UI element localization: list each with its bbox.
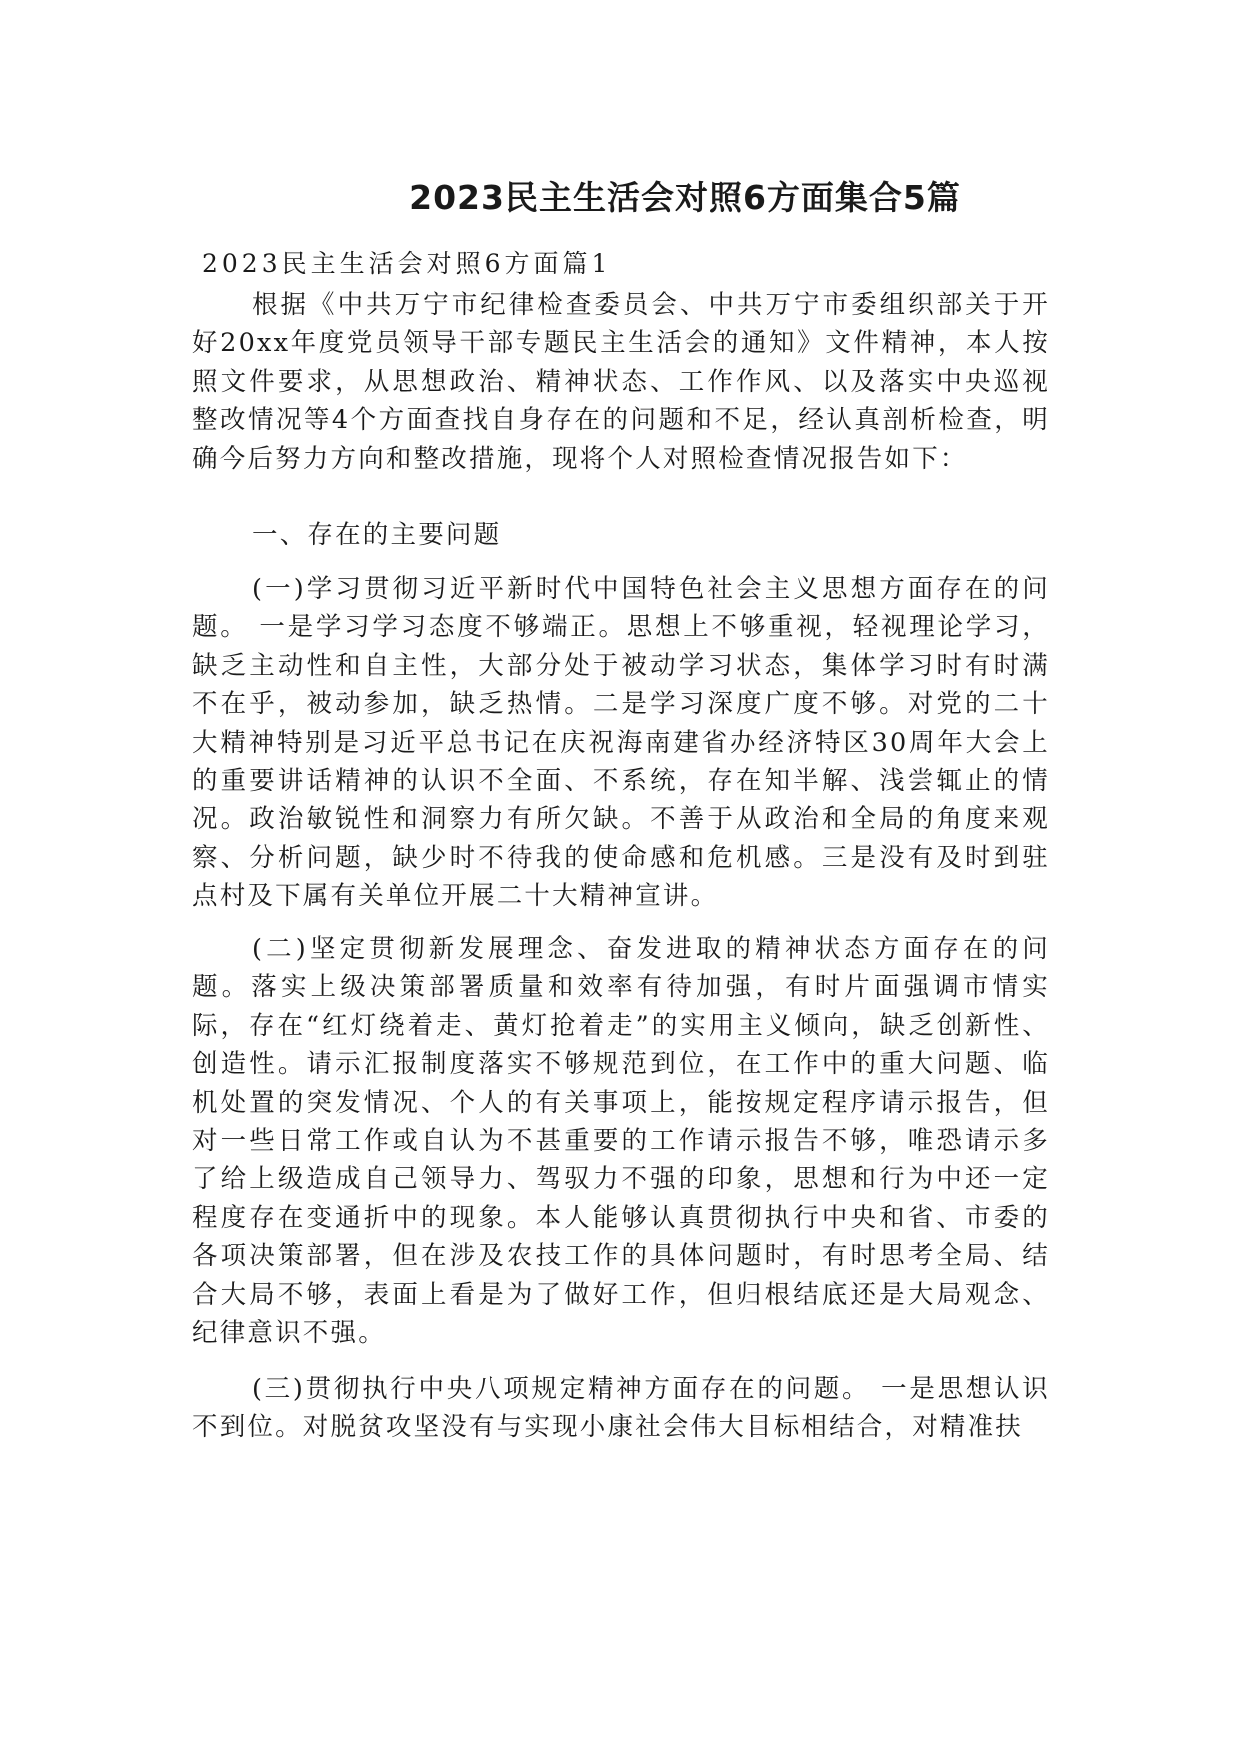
- page-title: 2023民主生活会对照6方面集合5篇: [409, 178, 961, 218]
- section-title: 2023民主生活会对照6方面篇1: [202, 249, 612, 278]
- heading-main-problems: 一、存在的主要问题: [252, 520, 502, 550]
- paragraph-problem-2: (二)坚定贯彻新发展理念、奋发进取的精神状态方面存在的问题。落实上级决策部署质量和效率有待加强，有时片面强调市情实际，存在“红灯绕着走、黄灯抢着走”的实用主义倾向，缺乏创新性、创造性。请示汇报制度落实不够规范到位，在工作中的重大问题、临机处置的突发情况、个人的有关事项上，能按规定程序请示报告，但对一些日常工作或自认为不甚重要的工作请示报告不够，唯恐请示多了给上级造成自己领导力、驾驭力不强的印象，思想和行为中还一定程度存在变通折中的现象。本人能够认真贯彻执行中央和省、市委的各项决策部署，但在涉及农技工作的具体问题时，有时思考全局、结合大局不够，表面上看是为了做好工作，但归根结底还是大局观念、纪律意识不强。: [192, 934, 1050, 1349]
- paragraph-problem-3: (三)贯彻执行中央八项规定精神方面存在的问题。 一是思想认识不到位。对脱贫攻坚没有与实现小康社会伟大目标相结合，对精准扶: [192, 1374, 1050, 1443]
- paragraph-intro: 根据《中共万宁市纪律检查委员会、中共万宁市委组织部关于开好20xx年度党员领导干部专题民主生活会的通知》文件精神，本人按照文件要求，从思想政治、精神状态、工作作风、以及落实中央巡视整改情况等4个方面查找自身存在的问题和不足，经认真剖析检查，明确今后努力方向和整改措施，现将个人对照检查情况报告如下：: [192, 290, 1050, 474]
- paragraph-problem-1: (一)学习贯彻习近平新时代中国特色社会主义思想方面存在的问题。 一是学习学习态度不够端正。思想上不够重视，轻视理论学习，缺乏主动性和自主性，大部分处于被动学习状态，集体学习时有时满不在乎，被动参加，缺乏热情。二是学习深度广度不够。对党的二十大精神特别是习近平总书记在庆祝海南建省办经济特区30周年大会上的重要讲话精神的认识不全面、不系统，存在知半解、浅尝辄止的情况。政治敏锐性和洞察力有所欠缺。不善于从政治和全局的角度来观察、分析问题，缺少时不待我的使命感和危机感。三是没有及时到驻点村及下属有关单位开展二十大精神宣讲。: [192, 574, 1050, 912]
